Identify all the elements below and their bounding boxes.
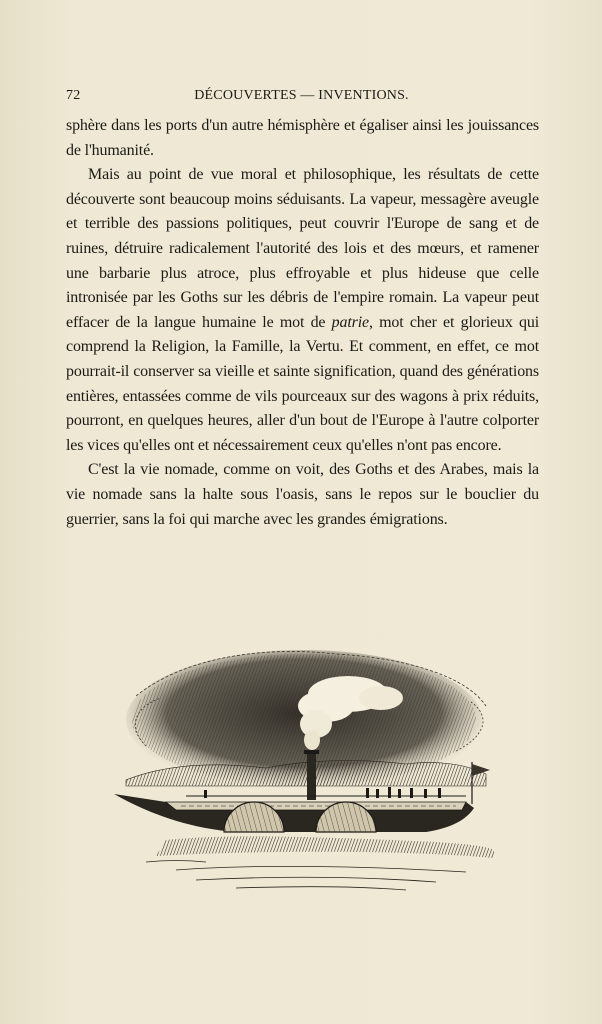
- funnel: [307, 752, 316, 800]
- paragraph-2-part-2: , mot cher et glorieux qui comprend la Religion, la Famille, la Vertu. Et comment, en effet, ce mot pourrait-il conserver sa vieille et sainte signification, quand des générations entières, entassées comme de vils pourceaux sur des wagons à prix réduits, pourront, en quelques heures, aller d'un bout de l'Europe à l'autre colporter les vices qu'elles ont et nécessairement ceux qu'elles n'ont pas encore.: [66, 313, 539, 454]
- page-header: [66, 88, 537, 108]
- emphasis-patrie: patrie: [331, 313, 369, 331]
- paragraph-3: C'est la vie nomade, comme on voit, des Goths et des Arabes, mais la vie nomade sans la halte sous l'oasis, sans le repos sur le bouclier du guerrier, sans la foi qui marche avec les grandes émigrations.: [66, 461, 539, 528]
- body-text: [66, 114, 539, 532]
- steamboat-engraving: [106, 636, 502, 898]
- ship-hull: [114, 794, 474, 832]
- running-title: DÉCOUVERTES — INVENTIONS.: [194, 88, 409, 103]
- paragraph-1: sphère dans les ports d'un autre hémisphère et égaliser ainsi les jouissances de l'humanité.: [66, 117, 539, 159]
- paragraph-2-part-1: Mais au point de vue moral et philosophique, les résultats de cette découverte sont beaucoup moins séduisants. La vapeur, messagère aveugle et terrible des passions politiques, peut couvrir l'Europe de sang et de ruines, détruire radicalement l'autorité des lois et des mœurs, et ramener une barbarie plus atroce, plus effroyable et plus hideuse que celle intronisée par les Goths sur les débris de l'empire romain. La vapeur peut effacer de la langue humaine le mot de: [66, 166, 539, 331]
- paragraph-2: [66, 163, 539, 458]
- page-number: 72: [66, 88, 81, 103]
- water-waves: [156, 836, 494, 858]
